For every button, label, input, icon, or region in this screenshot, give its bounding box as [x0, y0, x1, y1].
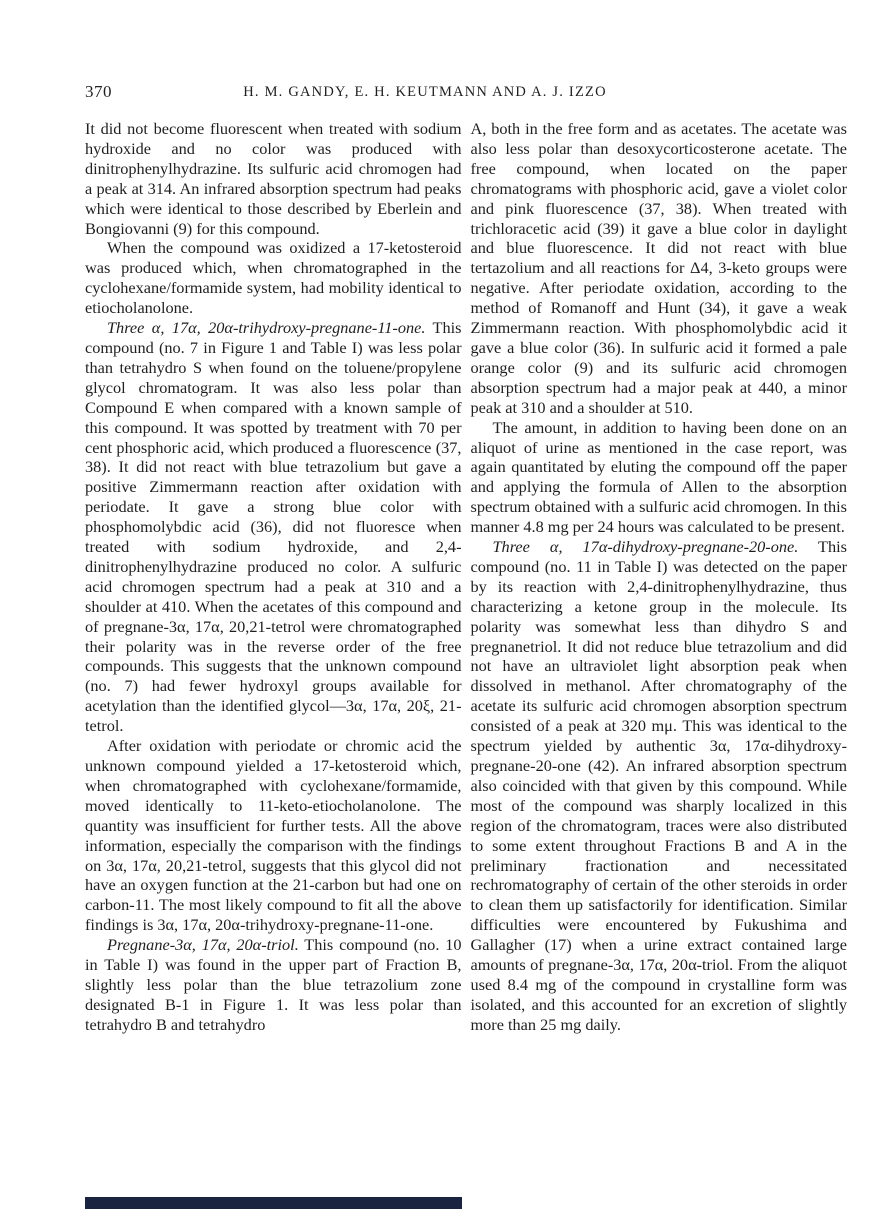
paragraph [471, 119, 848, 418]
two-column-text-block [85, 119, 847, 1035]
right-column [471, 119, 848, 1035]
running-header-authors: H. M. GANDY, E. H. KEUTMANN AND A. J. IZZO [243, 84, 607, 100]
scan-edge-artifact [85, 1197, 462, 1209]
paragraph [85, 935, 462, 1035]
body-text: After oxidation with periodate or chromic acid the unknown compound yielded a 17-ketosteroid which, when chromatographed with cyclohexane/formamide, moved identically to 11-keto-etiocholanolone. The quantity was insufficient for further tests. All the above information, especially the comparison with the findings on 3α, 17α, 20,21-tetrol, suggests that this glycol did not have an oxygen function at the 21-carbon but had one on carbon-11. The most likely compound to fit all the above findings is 3α, 17α, 20α-trihydroxy-pregnane-11-one. [85, 736, 462, 935]
page-number: 370 [85, 82, 112, 101]
body-text: This compound (no. 10 in Table I) was found in the upper part of Fraction B, slightly less polar than the blue tetrazolium zone designated B-1 in Figure 1. It was less polar than tetrahydro B and tetrahydro [85, 935, 462, 1034]
paragraph [85, 238, 462, 318]
compound-name: Pregnane-3α, 17α, 20α-triol. [107, 935, 299, 955]
paragraph [85, 736, 462, 935]
left-column [85, 119, 462, 1035]
paragraph [471, 418, 848, 537]
paragraph [85, 318, 462, 736]
paragraph [471, 537, 848, 1035]
body-text: The amount, in addition to having been done on an aliquot of urine as mentioned in the case report, was again quantitated by eluting the compound off the paper and applying the formula of Allen to the absorption spectrum obtained with a sulfuric acid chromogen. In this manner 4.8 mg per 24 hours was calculated to be present. [470, 417, 847, 537]
body-text: A, both in the free form and as acetates. The acetate was also less polar than desoxycorticosterone acetate. The free compound, when located on the paper chromatograms with phosphoric acid, gave a violet color and pink fluorescence (37, 38). When treated with trichloracetic acid (39) it gave a blue color in daylight and blue fluorescence. It did not react with blue tertazolium and all reactions for Δ4, 3-keto groups were negative. After periodate oxidation, according to the method of Romanoff and Hunt (34), it gave a weak Zimmermann reaction. With phosphomolybdic acid it gave a blue color (36). In sulfuric acid it formed a pale orange color (9) and its sulfuric acid chromogen absorption spectrum had a major peak at 440, a minor peak at 310 and a shoulder at 510. [470, 119, 847, 417]
compound-name: Three α, 17α, 20α-trihydroxy-pregnane-11-one. [107, 318, 426, 338]
body-text: This compound (no. 11 in Table I) was detected on the paper by its reaction with 2,4-dinitrophenylhydrazine, thus characterizing a ketone group in the molecule. Its polarity was somewhat less than dihydro S and pregnanetriol. It did not reduce blue tetrazolium and did not have an ultraviolet light absorption peak when dissolved in methanol. After chromatography of the acetate its sulfuric acid chromogen absorption spectrum consisted of a peak at 320 mμ. This was identical to the spectrum yielded by authentic 3α, 17α-dihydroxy-pregnane-20-one (42). An infrared absorption spectrum also coincided with that given by this compound. While most of the compound was sharply localized in this region of the chromatogram, traces were also distributed to some extent throughout Fractions B and A in the preliminary fractionation and necessitated rechromatography of certain of the other steroids in order to clean them up satisfactorily for identification. Similar difficulties were encountered by Fukushima and Gallagher (17) when a urine extract contained large amounts of pregnane-3α, 17α, 20α-triol. From the aliquot used 8.4 mg of the compound in crystalline form was isolated, and this accounted for an excretion of slightly more than 25 mg daily. [470, 537, 847, 1034]
paragraph [85, 119, 462, 238]
body-text: It did not become fluorescent when treated with sodium hydroxide and no color was produced with dinitrophenylhydrazine. Its sulfuric acid chromogen had a peak at 314. An infrared absorption spectrum had peaks which were identical to those described by Eberlein and Bongiovanni (9) for this compound. [85, 119, 462, 238]
running-head [85, 82, 845, 104]
compound-name: Three α, 17α-dihydroxy-pregnane-20-one. [492, 537, 799, 557]
body-text: This compound (no. 7 in Figure 1 and Table I) was less polar than tetrahydro S when found on the toluene/propylene glycol chromatogram. It was also less polar than Compound E when compared with a known sample of this compound. It was spotted by treatment with 70 per cent phosphoric acid, which produced a fluorescence (37, 38). It did not react with blue tetrazolium but gave a positive Zimmermann reaction after oxidation with periodate. It gave a strong blue color with phosphomolybdic acid (36), did not fluoresce when treated with sodium hydroxide, and 2,4-dinitrophenylhydrazine produced no color. A sulfuric acid chromogen spectrum had a peak at 310 and a shoulder at 410. When the acetates of this compound and of pregnane-3α, 17α, 20,21-tetrol were chromatographed their polarity was in the reverse order of the free compounds. This suggests that the unknown compound (no. 7) had fewer hydroxyl groups available for acetylation than the identified glycol—3α, 17α, 20ξ, 21-tetrol. [85, 318, 462, 736]
body-text: When the compound was oxidized a 17-ketosteroid was produced which, when chromatographed in the cyclohexane/formamide system, had mobility identical to etiocholanolone. [85, 238, 462, 318]
